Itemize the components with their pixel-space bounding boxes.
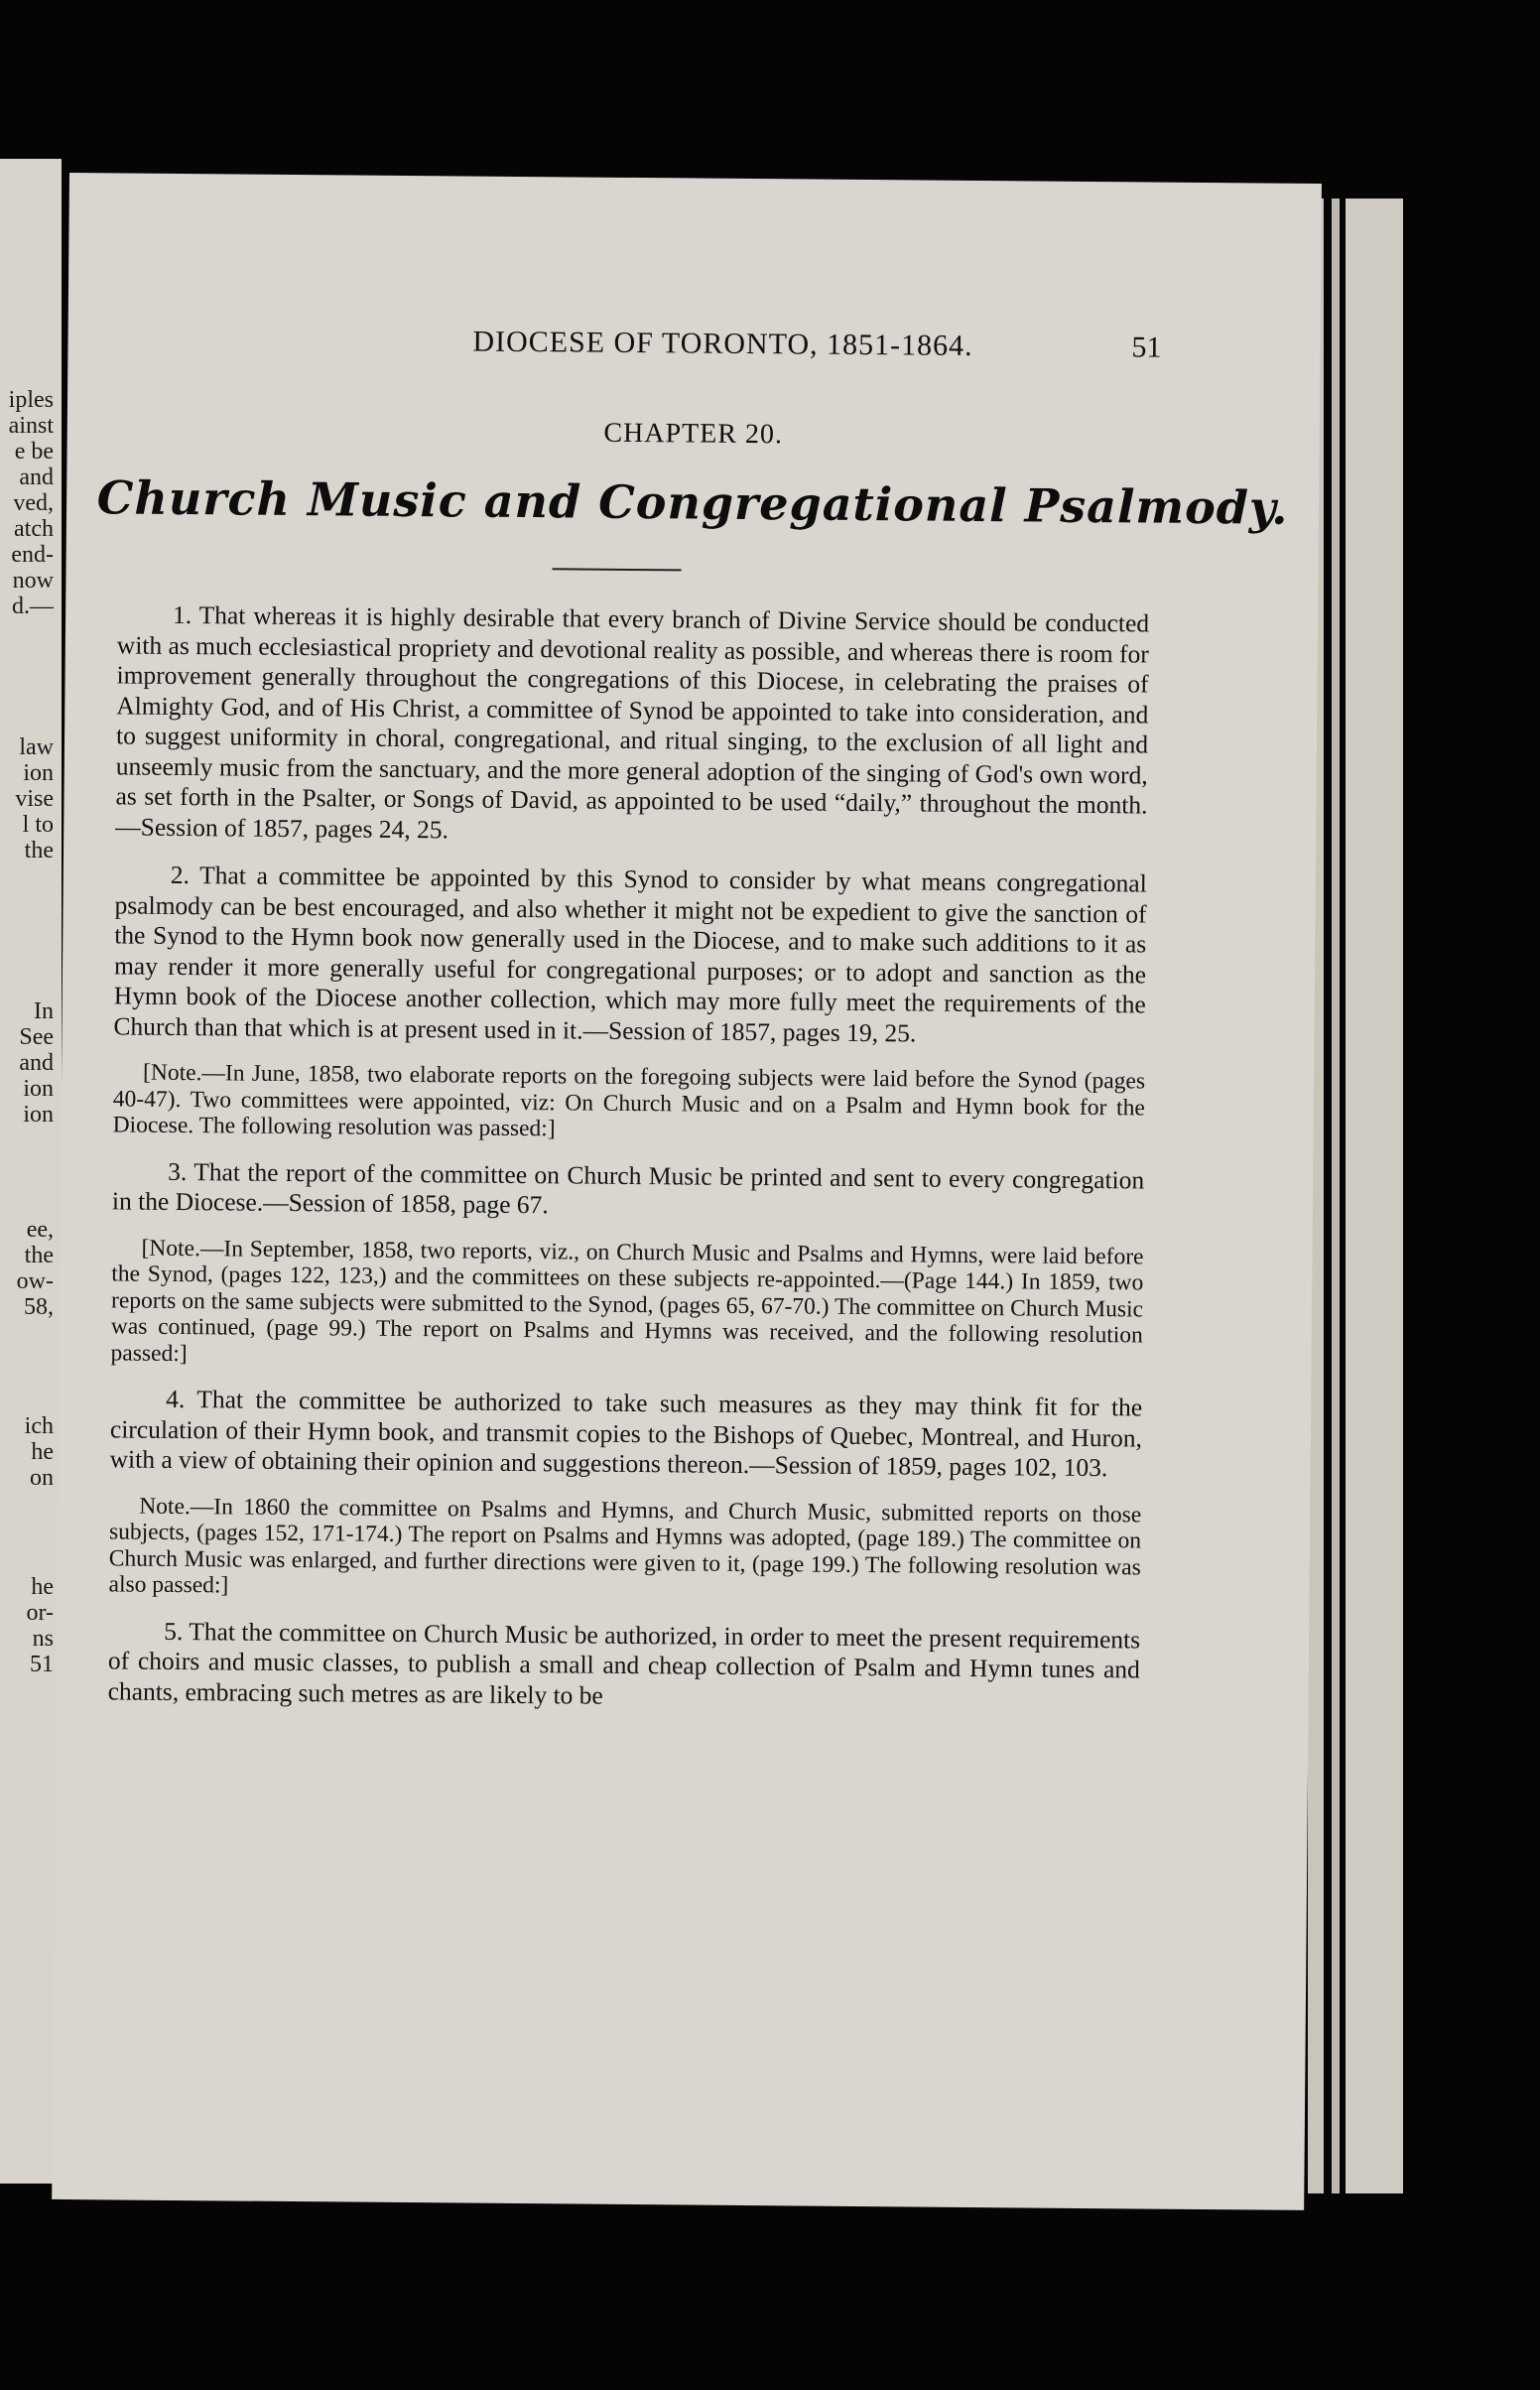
page-edge-strip	[1332, 199, 1340, 2193]
left-page-text-fragment: atch	[14, 516, 54, 542]
left-page-text-fragment: ns	[32, 1626, 54, 1652]
left-page-text-fragment: l to	[22, 812, 54, 838]
title-rule	[553, 568, 682, 571]
left-page-text-fragment: ainst	[8, 413, 54, 439]
note-paragraph: Note.—In 1860 the committee on Psalms and Hymns, and Church Music, submitted reports on those subjects, (pages 152, 171-174.) The report on Psalms and Hymns was adopted, (page 189.) The committee on Church Music was enlarged, and further directions were given to it, (page 199.) The following resolution was also passed:]	[108, 1493, 1142, 1599]
left-page-text-fragment: he	[31, 1439, 54, 1465]
left-page-text-fragment: and	[19, 465, 54, 490]
chapter-title: Church Music and Congregational Psalmody.	[96, 470, 1289, 535]
left-page-text-fragment: vise	[15, 786, 54, 812]
resolution-paragraph: 5. That the committee on Church Music be authorized, in order to meet the present requirements of choirs and music classes, to publish a small and cheap collection of Psalm and Hymn tunes and chants, embracing such metres as are likely to be	[107, 1616, 1141, 1710]
left-page-text-fragment: he	[31, 1574, 54, 1600]
note-paragraph: [Note.—In September, 1858, two reports, viz., on Church Music and Psalms and Hymns, were laid before the Synod, (pages 122, 123,) and the committees on these subjects re-appointed.—(Page 144.) In 1859, two reports on the same subjects were submitted to the Synod, (pages 65, 67-70.) The committee on Church Music was continued, (page 99.) The report on Psalms and Hymns was received, and the following resolution passed:]	[110, 1235, 1144, 1367]
resolution-paragraph: 1. That whereas it is highly desirable that every branch of Divine Service should be conducted with as much ecclesiastical propriety and devotional reality as possible, and whereas there is room for improvement generally throughout the congregations of this Diocese, in celebrating the praises of Almighty God, and of His Christ, a committee of Synod be appointed to take into consideration, and to suggest uniformity in choral, congregational, and ritual singing, to the exclusion of all light and unseemly music from the sanctuary, and the more general adoption of the singing of God's own word, as set forth in the Psalter, or Songs of David, as appointed to be used “daily,” throughout the month.—Session of 1857, pages 24, 25.	[115, 599, 1150, 844]
left-page-text-fragment: and	[19, 1050, 54, 1076]
left-page-text-fragment: ee,	[26, 1217, 54, 1243]
resolution-paragraph: 2. That a committee be appointed by this Synod to consider by what means congregational psalmody can be best encouraged, and also whether it might not be expedient to give the sanction of the Synod to the Hymn book now generally used in the Diocese, and to make such additions to it as may render it more generally useful for congregational purposes; or to adopt and sanction as the Hymn book of the Diocese another collection, which may more fully meet the requirements of the Church than that which is at present used in it.—Session of 1857, pages 19, 25.	[113, 860, 1147, 1047]
left-page-text-fragment: ved,	[13, 490, 54, 516]
chapter-label: CHAPTER 20.	[603, 417, 784, 451]
left-page-text-fragment: 58,	[24, 1294, 54, 1320]
left-page-text-fragment: ow-	[16, 1268, 54, 1294]
running-head: DIOCESE OF TORONTO, 1851-1864.	[472, 325, 973, 362]
left-page-text-fragment: or-	[26, 1600, 54, 1626]
left-page-text-fragment: In	[34, 998, 54, 1024]
left-page-text-fragment: ion	[23, 1102, 54, 1128]
left-page-text-fragment: See	[19, 1024, 54, 1050]
book-page	[52, 173, 1322, 2210]
left-page-text-fragment: the	[24, 838, 54, 863]
left-page-text-fragment: now	[12, 568, 54, 594]
left-page-text-fragment: 51	[30, 1652, 54, 1677]
left-page-text-fragment: ion	[23, 760, 54, 786]
resolution-paragraph: 3. That the report of the committee on Church Music be printed and sent to every congregation in the Diocese.—Session of 1858, page 67.	[111, 1156, 1145, 1220]
page-number: 51	[1131, 331, 1162, 364]
left-page-text-fragment: on	[30, 1465, 54, 1491]
left-page-text-fragment: ion	[23, 1076, 54, 1102]
left-page-text-fragment: iples	[8, 387, 54, 413]
page-edge-strip	[1346, 199, 1403, 2193]
left-page-text-fragment: end-	[11, 542, 54, 568]
left-facing-page-edge	[0, 159, 62, 2184]
resolution-paragraph: 4. That the committee be authorized to take such measures as they may think fit for the circulation of their Hymn book, and transmit copies to the Bishops of Quebec, Montreal, and Huron, with a view of obtaining their opinion and suggestions thereon.—Session of 1859, pages 102, 103.	[109, 1384, 1143, 1483]
left-page-text-fragment: d.—	[12, 594, 54, 619]
note-paragraph: [Note.—In June, 1858, two elaborate reports on the foregoing subjects were laid before the Synod (pages 40-47). Two committees were appointed, viz: On Church Music and on a Psalm and Hymn book for the Diocese. The following resolution was passed:]	[112, 1059, 1146, 1142]
page-body	[107, 599, 1149, 1733]
left-page-text-fragment: ich	[24, 1413, 54, 1439]
left-page-text-fragment: e be	[14, 439, 54, 465]
left-page-text-fragment: law	[19, 734, 54, 760]
left-page-text-fragment: the	[24, 1243, 54, 1268]
